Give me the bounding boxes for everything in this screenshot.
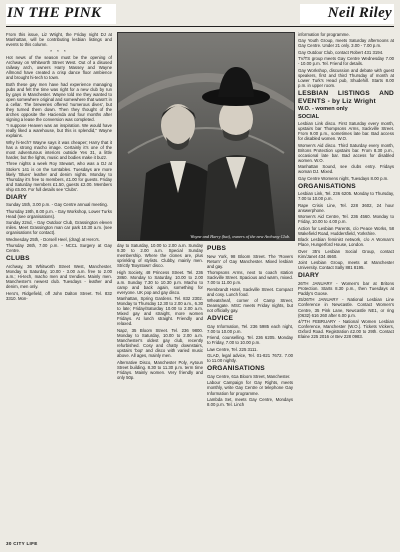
club-item: Archway, 36 Whitworth Street West, Manchester. Monday to Saturday, 10.00 - 3.00 a.m. free to 2.00 a.m.; Hi-tech, macho men and trendies. Mainly men. Manchester's newest club. Tuesdays - leather and denim, men only. — [6, 263, 112, 290]
header-left-bar — [6, 4, 116, 24]
section-heading-lesbian-listings: LESBIAN LISTINGS AND EVENTS - by Liz Wright — [298, 90, 394, 105]
paragraph: Hot news of the season must be the opening of Archway on Whitworth Street West. Out of a disused railway arch, owners Harry Massey and Wayne Allmond have created a crisp dance floor ambience and brought hi-tech to town. — [6, 54, 112, 81]
organisation-item: Labour Campaign for Gay Rights, meets monthly, write Gay Centre or telephone Gay Information for programme. — [207, 380, 293, 396]
club-item: High Society, 48 Princess Street. Tel. 236 2860. Monday to Saturday, 10.00 to 2.00 a.m. Sunday 7.30 to 10.30 p.m. Macho to camp and back again, something for everyone. UK pop and gay disco. — [117, 269, 203, 295]
section-heading-advice: ADVICE — [207, 315, 234, 323]
organisation-item: Joint Lesbian Group, meets at Manchester University. Contact Sally 881 8195. — [298, 260, 394, 271]
paragraph: Three nights a week Roy Stewart, who was a DJ at Stoke's 141 is on the turntables. Tuesdays are more likely 'Blues' leather and denim nights. Monday to Thursday it's free to members, £1.00 for guests. Friday and Saturday members £1.50, guests £2.00. Members ship £5.00. For full details see 'Clubs'. — [6, 161, 112, 192]
social-item: Gay Centre Womens night, Tuesdays 8.00 p.m. — [298, 175, 389, 181]
column-3 — [207, 243, 293, 537]
diary-item: Thursday 19th, 8.00 p.m. - Gay Workshop, Lower Turks Head (see organisations). — [6, 208, 112, 219]
section-heading-diary-2: DIARY — [298, 272, 320, 280]
photo-caption: Wayne and Harry (hat), owners of the new Archway Club. — [190, 234, 290, 239]
section-heading-pubs: PUBS — [207, 245, 227, 252]
section-heading-social: SOCIAL — [298, 113, 320, 120]
section-heading-organisations-2: ORGANISATIONS — [298, 182, 356, 190]
paragraph: From this issue, Liz Wright, the Friday night DJ at Manhattan, will be contributing lesbian listings and events to this column. — [6, 32, 112, 48]
organisation-item: Lambda Set, meets Gay Centre, Mondays 8.00 p.m. Tel. Linch — [207, 396, 293, 407]
column-4 — [298, 32, 394, 537]
organisation-item: Gay Centre, 61a Bloom Street, Manchester. — [207, 373, 291, 379]
paragraph: * * * — [50, 48, 68, 54]
page-footer: 30 CITY LIFE — [6, 541, 38, 546]
header-rule — [6, 26, 394, 27]
club-item: Alternative Disco, Manchester Poly, Aytoun Street building. 8.30 to 11.30 p.m. term time Fridays. Mainly women. Very friendly and only 50p. — [117, 359, 203, 380]
women-only-note: W.O. - women only — [298, 106, 348, 113]
paragraph: Why hi-tech? Wayne says it was cheaper; Harry that it has a strong macho image. Certainly it's one of the most adventurous interiors outside Yes 31, a little harder, but the lights, music and bodies make it buzz. — [6, 139, 112, 161]
social-item: Lesbian Link disco. First Saturday every month, upstairs bar Thompsons Arms, Sackville Street. From 9.00 p.m., sometimes late bar. Bad access for disabled women. W.O. — [298, 121, 394, 142]
club-item: Napz, 35 Bloom Street. Tel. 236 9800. Monday to Saturday, 10.00 to 2.00 a.m. Manchester's oldest gay club, recently refurbished. Cosy and chatty downstairs, upstairs 'bop' and disco with varied music above. All ages, mainly men. — [117, 327, 203, 359]
paragraph: "I suppose Heaven was an inspiration. We would have really liked a warehouse, but this is splendid," Wayne explains. — [6, 123, 112, 139]
organisation-item: Action for Lesbian Parents, c/o Peace Works, 58 Wakefield Road, Huddersfield, Yorkshire. — [298, 225, 394, 236]
section-heading-diary: DIARY — [6, 193, 28, 201]
diary-item: Sunday 22nd, - Gay Outdoor Club, Grassington eleven miles. Meet Grassington man car park 10.30 a.m. (see organisations for contact). — [6, 220, 112, 236]
diary-item: Thursday 26th, 7.00 p.m. - NCCL Surgery at Gay Centre. — [6, 243, 112, 254]
organisation-item: information for programme. — [298, 32, 350, 37]
organisation-item: Women's Aid Centre, Tel. 236 4560. Monday to Friday, 10.00 to 4.00 p.m. — [298, 214, 394, 225]
photo — [117, 32, 295, 241]
header-right-bar — [300, 4, 394, 24]
club-item: Manhattan, Spring Gardens. Tel. 832 2302. Monday to Thursday 12.30 to 2.00 a.m., 6.30 to late; Friday/Saturday 10.00 to 2.00 a.m. Mixed gay and straight, more women Fridays. At lunch straight. Friendly and relaxed. — [117, 296, 203, 327]
column-1 — [6, 32, 112, 537]
section-heading-clubs: CLUBS — [6, 255, 30, 263]
advice-item: Law Centre, Tel. 225 3111. — [207, 346, 258, 352]
advice-item: Gay Information, Tel. 236 5985 each night, 7.00 to 10.00 p.m. — [207, 323, 293, 334]
diary-item: Sunday 15th, 3.00 p.m. - Gay Centre annual meeting. — [6, 202, 108, 208]
diary-item: 25/26TH JANUARY - National Lesbian Line Conference in Newcastle. Contact Women's Centre, 35 Pink Lane, Newcastle NE1, or ring (0632) 616 260 after 6.00 p.m. — [298, 297, 394, 318]
organisation-item: Rape Crisis Line, Tel. 228 3602, 24 hour answerphone. — [298, 202, 394, 213]
social-item: Manhattan Sound, see clubs entry. Fridays woman DJ. Mixed. — [298, 164, 394, 175]
pub-item: Wheatsheaf, corner of Camp Street, Deansgate. MSC meets Friday nights, but not officially gay. — [207, 298, 293, 314]
advice-item: Friend, counselling. Tel. 236 6205. Monday to Friday, 7.00 to 10.00 p.m. — [207, 335, 293, 346]
organisation-item: Gay Youth Group, meets Saturday afternoons at Gay Centre. Under 21 only. 3.00 - 7.00 p.m. — [298, 38, 394, 49]
diary-item: Wednesday 25th, - Dorsell Heel, (drag) at Hero's. — [6, 236, 100, 242]
organisation-item: Lesbian Link, Tel. 236 6205. Monday to Thursday, 7.00 to 10.00 p.m. — [298, 191, 394, 202]
owners-photo-image — [118, 33, 294, 240]
column-title: IN THE PINK — [7, 5, 102, 21]
section-heading-organisations: ORGANISATIONS — [207, 365, 265, 373]
organisation-item: Black Lesbian feminist network, c/o A Woman's Place, Hungerford House, London. — [298, 237, 394, 248]
organisation-item: Over 35's Lesbian Social Group, contact Kim/Janet 434 4660. — [298, 248, 394, 259]
diary-item: 26TH JANUARY - Women's bar at Britons Protection. Starts 8.30 p.m., then Tuesdays at Paddy's Goose. — [298, 280, 394, 296]
author-name: Neil Riley — [327, 5, 392, 21]
organisation-item: Gay Workshop, discussion and debate with guest speakers, first and third Thursday of month at Lower Turk's Head pub, Shudehill. Starts 8.00 p.m. in upper room. — [298, 67, 394, 88]
club-item: Hero's, Ridgefield, off John Dalton Street. Tel. 832 3310. Mon- — [6, 290, 112, 301]
column-2 — [117, 243, 203, 537]
diary-item: 4/7TH FEBRUARY - National Women Lesbian Conference, Manchester (W.O.). Tickets Vickers, Oxford Road. Registration £2.00 to 29th. Contact Elaine 225 2016 or Bev 228 0983. — [298, 319, 394, 340]
advice-item: GLAD, legal advice, Tel. 01-821 7672. 7.00 to 11.00 nightly. — [207, 353, 293, 364]
paragraph: Both these gay men have had experience managing pubs and felt the time was right for a new club by run by gays in Manchester. Wayne told me they wanted to open somewhere original and somewhere that wasn't in a cellar. The breweries offered 'numerous dives', but they turned them down. Then they thought of the arches opposite the Hacienda and four months after signing a lease the conversion was completed. — [6, 81, 112, 122]
pub-item: New York, 98 Bloom Street. The 'Rovers Return' of Gay Manchester. Mixed lesbian and gay. — [207, 253, 293, 269]
pub-item: Thompsons Arms, next to coach station Sackville Street. Spacious and warm, mixed. 7.00 to 11.00 p.m. — [207, 270, 293, 286]
social-item: Women's Aid disco. Third Saturday every month, Britons Protection upstairs bar. From 8.30 p.m., occasional late bar. Bad access for disabled women. W.O. — [298, 142, 394, 163]
organisation-item: TV/TS group meets Gay Centre Wednesday 7.00 - 10.00 p.m. Tel. Friend for details. — [298, 56, 394, 67]
club-item: day to Saturday, 10.00 to 2.00 a.m. Sunday 9.30 to 2.00 a.m. Special Sunday membership. Where the clones are, plus sprinkling of stylists. Clubby, mainly men. Strictly 'Boystown' disco. — [117, 243, 203, 269]
organisation-item: Gay Outdoor Club, contact Robert 431 3194. — [298, 49, 384, 55]
pub-item: Rembrandt Hotel, Sackville Street. Compact and cosy. Lunch food. — [207, 286, 293, 297]
